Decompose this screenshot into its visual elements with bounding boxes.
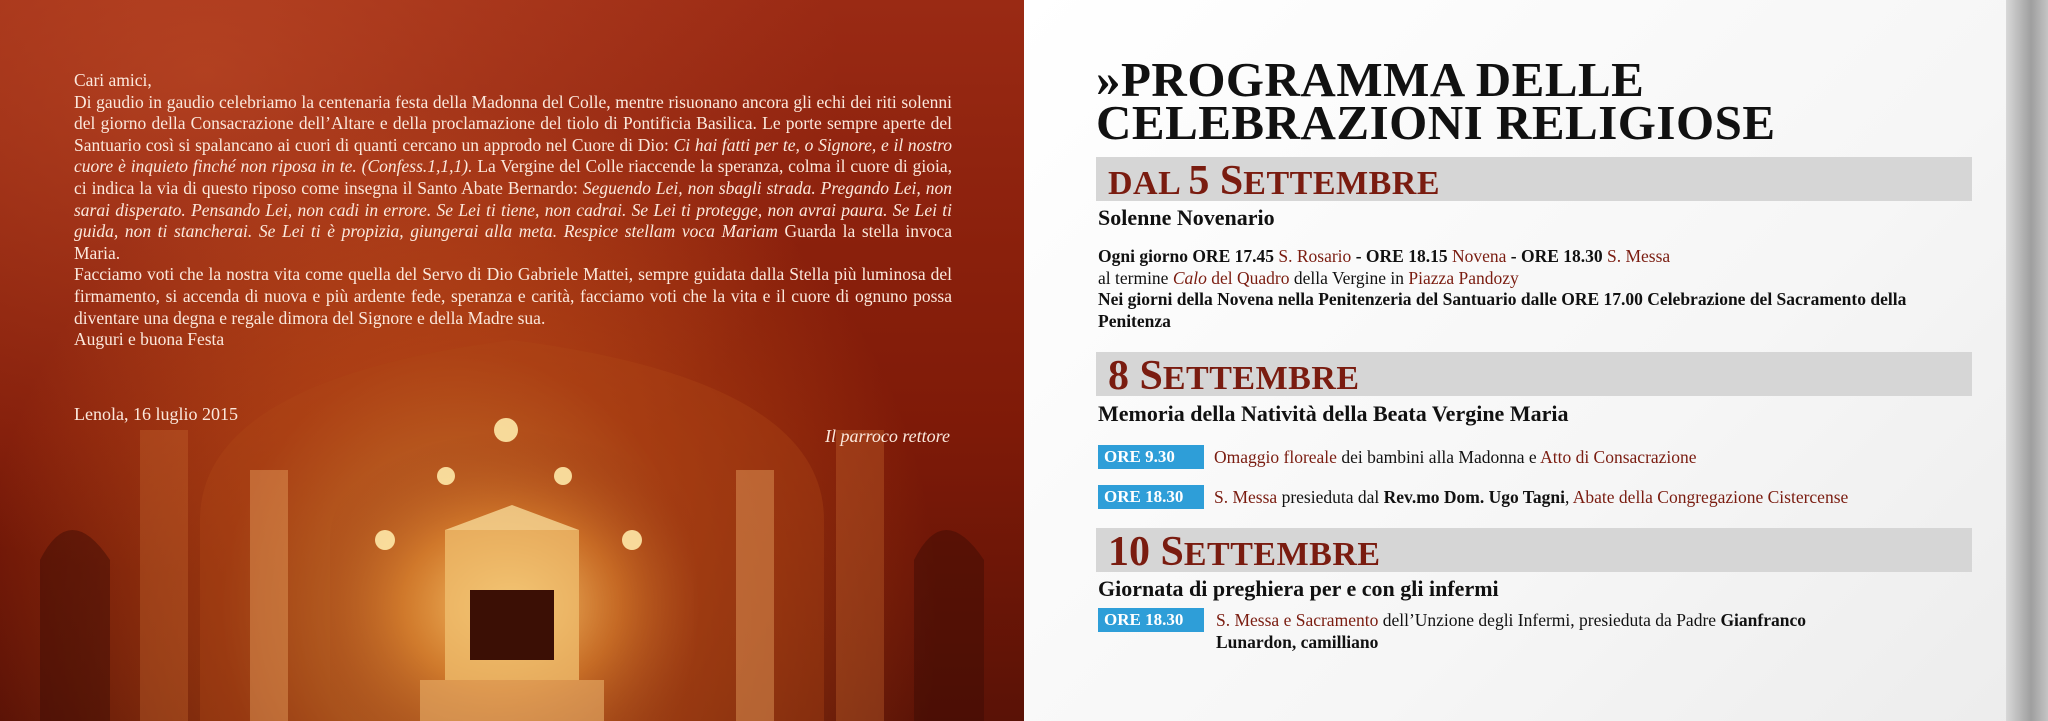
section-subtitle-infermi: Giornata di preghiera per e con gli infermi — [1098, 576, 1499, 601]
program-title: »PROGRAMMA DELLE CELEBRAZIONI RELIGIOSE — [1096, 52, 1776, 150]
time-badge-18-30-infermi: ORE 18.30 — [1098, 608, 1204, 632]
time-badge-9-30: ORE 9.30 — [1098, 445, 1204, 469]
letter-date: Lenola, 16 luglio 2015 — [74, 404, 238, 424]
letter-greeting: Cari amici, — [74, 70, 152, 90]
letter-closing: Auguri e buona Festa — [74, 329, 225, 350]
section-header-8-settembre: 8 SETTEMBRE — [1096, 352, 1972, 396]
event-santa-messa: S. Messa presieduta dal Rev.mo Dom. Ugo Tagni, Abate della Congregazione Cistercense — [1214, 487, 1849, 507]
letter-paragraph-1: Di gaudio in gaudio celebriamo la centenaria festa della Madonna del Colle, mentre risuonano ancora gli echi dei riti solenni del giorno della Consacrazione dell’Altare e della proclamazione del tiolo di Pontificia Basilica. Le porte sempre aperte del Santuario così si spalancano ai cuori di quanti cercano un approdo nel Cuore di Dio: Ci hai fatti per te, o Signore, e il nostro cuore è inquieto finché non riposa in te. (Confess.1,1,1). La Vergine del Colle riaccende la speranza, colma il cuore di gioia, ci indica la via di questo riposo come insegna il Santo Abate Bernardo: Seguendo Lei, non sbagli strada. Pregando Lei, non sarai disperato. Pensando Lei, non cadi in errore. Se Lei ti tiene, non cadrai. Se Lei ti protegge, non avrai paura. Se Lei ti guida, non ti stancherai. Se Lei ti è propizia, giungerai alla meta. Respice stellam voca Mariam Guarda la stella invoca Maria. — [74, 91, 952, 263]
time-badge-18-30: ORE 18.30 — [1098, 485, 1204, 509]
quote-bernardo: Seguendo Lei, non sbagli strada. Pregando Lei, non sarai disperato. Pensando Lei, non cadi in errore. Se Lei ti tiene, non cadrai. Se Lei ti protegge, non avrai paura. Se Lei ti guida, non ti stancherai. Se Lei ti è propizia, giungerai alla meta. Respice stellam voca Mariam — [74, 177, 952, 242]
quote-confessions: Ci hai fatti per te, o Signore, e il nostro cuore è inquieto finché non riposa in te. (Confess.1,1,1). — [74, 134, 952, 177]
section-header-5-settembre: DAL 5 SETTEMBRE — [1096, 157, 1972, 201]
letter-signature: Il parroco rettore — [825, 426, 950, 446]
program-panel — [1024, 0, 2048, 721]
section-subtitle-nativita: Memoria della Natività della Beata Vergine Maria — [1098, 401, 1569, 426]
letter-body — [74, 70, 952, 351]
page-edge-decoration — [2006, 0, 2048, 721]
section-subtitle-novenario: Solenne Novenario — [1098, 205, 1275, 230]
section-header-10-settembre: 10 SETTEMBRE — [1096, 528, 1972, 572]
letter-paragraph-2: Facciamo voti che la nostra vita come quella del Servo di Dio Gabriele Mattei, sempre guidata dalla Stella più luminosa del firmamento, si accenda di nuova e più ardente fede, speranza e carità, facciamo voti che la vita e il cuore di ognuno possa diventare una degna e regale dimora del Signore e della Madre sua. — [74, 264, 952, 328]
event-omaggio-floreale: Omaggio floreale dei bambini alla Madonna e Atto di Consacrazione — [1214, 447, 1697, 467]
event-unzione-infermi: S. Messa e Sacramento dell’Unzione degli Infermi, presieduta da Padre Gianfranco Lunardon, camilliano — [1216, 610, 1806, 652]
novenario-schedule: Ogni giorno ORE 17.45 S. Rosario - ORE 18.15 Novena - ORE 18.30 S. Messa al termine Calo del Quadro della Vergine in Piazza Pandozy Nei giorni della Novena nella Penitenzeria del Santuario dalle ORE 17.00 Celebrazione del Sacramento della Penitenza — [1098, 246, 1907, 331]
